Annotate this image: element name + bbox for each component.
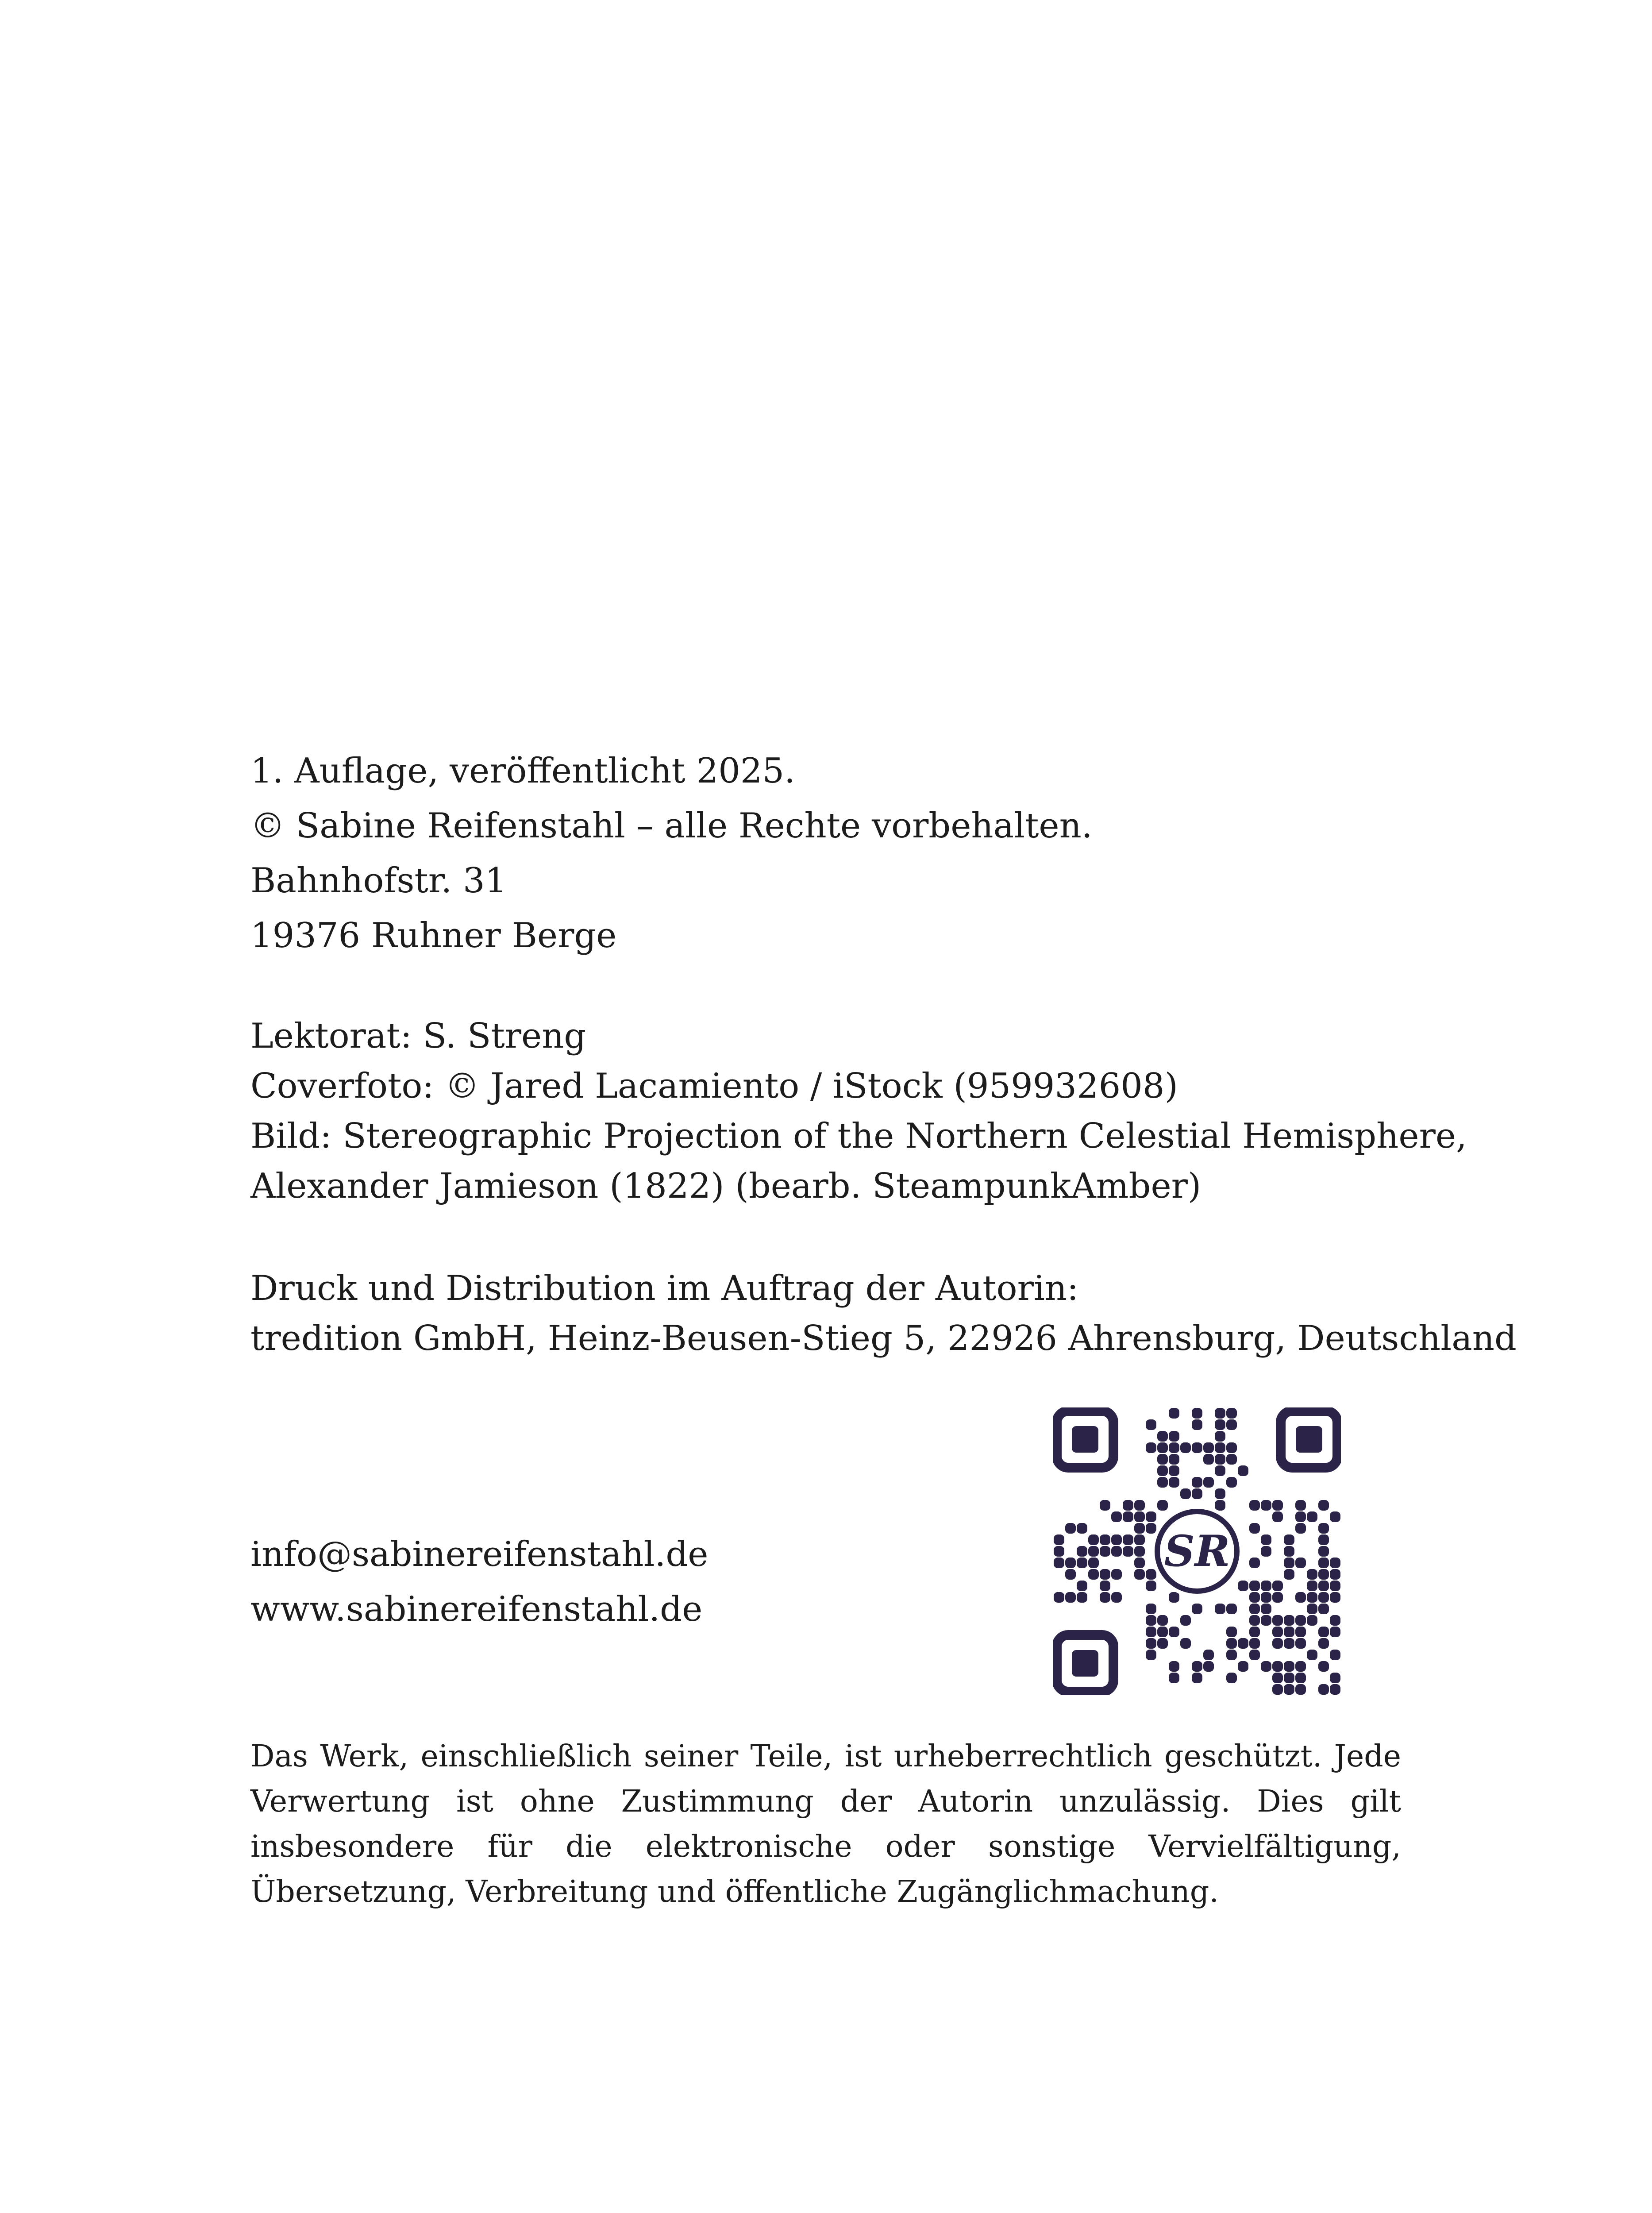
qr-module — [1088, 1546, 1099, 1557]
qr-module — [1330, 1673, 1340, 1683]
imprint-block — [250, 744, 1093, 963]
qr-module — [1284, 1534, 1294, 1545]
qr-module — [1054, 1558, 1064, 1568]
qr-module — [1157, 1638, 1168, 1649]
qr-module — [1100, 1534, 1110, 1545]
qr-module — [1157, 1431, 1168, 1442]
editing-credit: Lektorat: S. Streng — [250, 1016, 586, 1056]
qr-module — [1226, 1454, 1237, 1465]
qr-module — [1157, 1627, 1168, 1637]
qr-module — [1215, 1408, 1225, 1419]
qr-module — [1238, 1661, 1248, 1672]
contact-block — [250, 1527, 708, 1637]
qr-module — [1077, 1581, 1087, 1591]
qr-module — [1134, 1534, 1145, 1545]
qr-module — [1111, 1534, 1122, 1545]
qr-module — [1146, 1615, 1156, 1626]
qr-module — [1192, 1419, 1202, 1430]
qr-module — [1272, 1592, 1283, 1603]
qr-module — [1226, 1673, 1237, 1683]
qr-module — [1307, 1604, 1317, 1614]
qr-module — [1065, 1592, 1076, 1603]
qr-module — [1111, 1546, 1122, 1557]
qr-module — [1169, 1431, 1179, 1442]
qr-module — [1192, 1661, 1202, 1672]
qr-module — [1295, 1523, 1306, 1534]
qr-module — [1261, 1604, 1271, 1614]
qr-module — [1134, 1523, 1145, 1534]
printing-block — [250, 1264, 1517, 1364]
qr-module — [1157, 1477, 1168, 1488]
qr-module — [1226, 1408, 1237, 1419]
qr-module — [1203, 1650, 1214, 1660]
qr-module — [1284, 1627, 1294, 1637]
qr-module — [1318, 1638, 1329, 1649]
qr-module — [1146, 1627, 1156, 1637]
qr-module — [1111, 1511, 1122, 1522]
qr-module — [1134, 1569, 1145, 1580]
qr-module — [1249, 1650, 1260, 1660]
qr-module — [1272, 1638, 1283, 1649]
qr-module — [1146, 1442, 1156, 1453]
qr-module — [1215, 1604, 1225, 1614]
qr-module — [1272, 1500, 1283, 1511]
qr-module — [1146, 1638, 1156, 1649]
qr-module — [1249, 1604, 1260, 1614]
qr-module — [1330, 1650, 1340, 1660]
qr-module — [1307, 1592, 1317, 1603]
qr-module — [1146, 1523, 1156, 1534]
qr-module — [1215, 1500, 1225, 1511]
qr-module — [1261, 1546, 1271, 1557]
qr-module — [1203, 1661, 1214, 1672]
image-credit-line-1: Bild: Stereographic Projection of the Northern Celestial Hemisphere, — [250, 1116, 1467, 1156]
qr-module — [1054, 1592, 1064, 1603]
qr-module — [1203, 1477, 1214, 1488]
qr-module — [1261, 1615, 1271, 1626]
qr-module — [1157, 1500, 1168, 1511]
qr-module — [1318, 1684, 1329, 1695]
qr-module — [1100, 1569, 1110, 1580]
qr-module — [1295, 1684, 1306, 1695]
qr-module — [1100, 1500, 1110, 1511]
qr-module — [1330, 1592, 1340, 1603]
qr-module — [1330, 1627, 1340, 1637]
qr-module — [1318, 1581, 1329, 1591]
qr-module — [1169, 1627, 1179, 1637]
qr-module — [1146, 1511, 1156, 1522]
qr-module — [1249, 1500, 1260, 1511]
qr-module — [1146, 1419, 1156, 1430]
qr-logo — [1151, 1505, 1243, 1597]
qr-module — [1054, 1546, 1064, 1557]
qr-module — [1169, 1465, 1179, 1476]
qr-module — [1157, 1442, 1168, 1453]
printing-line-1: Druck und Distribution im Auftrag der Autorin: — [250, 1268, 1079, 1308]
qr-module — [1192, 1442, 1202, 1453]
qr-module — [1307, 1569, 1317, 1580]
qr-module — [1318, 1500, 1329, 1511]
qr-module — [1169, 1661, 1179, 1672]
qr-module — [1146, 1604, 1156, 1614]
qr-module — [1226, 1477, 1237, 1488]
qr-module — [1272, 1673, 1283, 1683]
qr-module — [1295, 1627, 1306, 1637]
qr-module — [1215, 1442, 1225, 1453]
qr-module — [1318, 1592, 1329, 1603]
qr-module — [1330, 1511, 1340, 1522]
qr-module — [1318, 1627, 1329, 1637]
qr-finder-top-right — [1281, 1411, 1337, 1468]
qr-module — [1157, 1454, 1168, 1465]
qr-module — [1169, 1442, 1179, 1453]
qr-module — [1249, 1627, 1260, 1637]
qr-module — [1272, 1684, 1283, 1695]
qr-module — [1100, 1592, 1110, 1603]
qr-module — [1065, 1569, 1076, 1580]
qr-module — [1249, 1615, 1260, 1626]
qr-module — [1157, 1615, 1168, 1626]
qr-module — [1077, 1558, 1087, 1568]
qr-module — [1249, 1592, 1260, 1603]
qr-module — [1111, 1592, 1122, 1603]
qr-module — [1180, 1638, 1191, 1649]
qr-module — [1226, 1419, 1237, 1430]
qr-module — [1249, 1523, 1260, 1534]
qr-module — [1215, 1419, 1225, 1430]
qr-module — [1318, 1569, 1329, 1580]
qr-module — [1330, 1615, 1340, 1626]
qr-module — [1295, 1615, 1306, 1626]
qr-module — [1100, 1546, 1110, 1557]
qr-module — [1123, 1546, 1133, 1557]
qr-module — [1077, 1523, 1087, 1534]
qr-module — [1272, 1615, 1283, 1626]
qr-module — [1318, 1546, 1329, 1557]
qr-module — [1261, 1534, 1271, 1545]
qr-module — [1077, 1546, 1087, 1557]
qr-module — [1215, 1431, 1225, 1442]
qr-module — [1295, 1592, 1306, 1603]
qr-module — [1123, 1500, 1133, 1511]
qr-module — [1284, 1615, 1294, 1626]
qr-module — [1295, 1558, 1306, 1568]
qr-module — [1249, 1638, 1260, 1649]
printing-line-2: tredition GmbH, Heinz-Beusen-Stieg 5, 22926 Ahrensburg, Deutschland — [250, 1319, 1517, 1358]
qr-module — [1123, 1511, 1133, 1522]
qr-module — [1065, 1558, 1076, 1568]
qr-logo-monogram: SR — [1164, 1526, 1230, 1576]
qr-module — [1169, 1408, 1179, 1419]
qr-module — [1261, 1661, 1271, 1672]
qr-module — [1238, 1465, 1248, 1476]
qr-module — [1088, 1569, 1099, 1580]
qr-module — [1226, 1638, 1237, 1649]
qr-module — [1261, 1500, 1271, 1511]
qr-module — [1318, 1558, 1329, 1568]
qr-module — [1295, 1500, 1306, 1511]
qr-module — [1192, 1673, 1202, 1683]
qr-module — [1295, 1638, 1306, 1649]
qr-module — [1284, 1684, 1294, 1695]
qr-module — [1100, 1581, 1110, 1591]
qr-module — [1226, 1650, 1237, 1660]
qr-module — [1249, 1558, 1260, 1568]
qr-module — [1203, 1442, 1214, 1453]
qr-module — [1318, 1661, 1329, 1672]
qr-module — [1134, 1558, 1145, 1568]
qr-module — [1065, 1523, 1076, 1534]
qr-code — [1053, 1407, 1341, 1695]
street-line: Bahnhofstr. 31 — [250, 861, 507, 901]
qr-module — [1192, 1488, 1202, 1499]
qr-module — [1272, 1511, 1283, 1522]
qr-module — [1284, 1661, 1294, 1672]
qr-module — [1249, 1581, 1260, 1591]
qr-module — [1307, 1511, 1317, 1522]
qr-module — [1054, 1534, 1064, 1545]
email-link[interactable]: info@sabinereifenstahl.de — [250, 1534, 709, 1574]
qr-module — [1295, 1661, 1306, 1672]
qr-module — [1295, 1673, 1306, 1683]
qr-module — [1238, 1638, 1248, 1649]
qr-module — [1226, 1627, 1237, 1637]
qr-module — [1203, 1454, 1214, 1465]
qr-module — [1330, 1569, 1340, 1580]
qr-module — [1238, 1581, 1248, 1591]
qr-module — [1318, 1534, 1329, 1545]
qr-module — [1226, 1604, 1237, 1614]
qr-module — [1295, 1511, 1306, 1522]
qr-module — [1330, 1581, 1340, 1591]
qr-module — [1169, 1673, 1179, 1683]
qr-module — [1215, 1465, 1225, 1476]
qr-finder-bottom-left — [1057, 1635, 1113, 1692]
qr-module — [1272, 1627, 1283, 1637]
qr-module — [1226, 1442, 1237, 1453]
qr-module — [1318, 1604, 1329, 1614]
qr-module — [1146, 1650, 1156, 1660]
qr-module — [1169, 1477, 1179, 1488]
qr-module — [1330, 1684, 1340, 1695]
qr-module — [1192, 1408, 1202, 1419]
qr-module — [1215, 1454, 1225, 1465]
edition-line: 1. Auflage, veröffentlicht 2025. — [250, 751, 795, 791]
qr-module — [1307, 1650, 1317, 1660]
qr-module — [1180, 1442, 1191, 1453]
qr-module — [1272, 1661, 1283, 1672]
copyright-line: © Sabine Reifenstahl – alle Rechte vorbehalten. — [250, 806, 1093, 846]
qr-module — [1192, 1477, 1202, 1488]
qr-module — [1215, 1488, 1225, 1499]
website-link[interactable]: www.sabinereifenstahl.de — [250, 1589, 703, 1629]
qr-module — [1134, 1500, 1145, 1511]
qr-module — [1284, 1546, 1294, 1557]
qr-module — [1272, 1581, 1283, 1591]
legal-notice: Das Werk, einschließlich seiner Teile, ist urheberrechtlich geschützt. Jede Verwertung ist ohne Zustimmung der Autorin unzulässig. Dies gilt insbesondere für die elektronische oder sonstige Vervielfältigung, Übersetzung, Verbreitung und öffentliche Zugänglichmachung. — [250, 1739, 1401, 1909]
city-line: 19376 Ruhner Berge — [250, 916, 617, 956]
qr-module — [1169, 1592, 1179, 1603]
qr-module — [1146, 1581, 1156, 1591]
qr-module — [1261, 1581, 1271, 1591]
qr-module — [1169, 1454, 1179, 1465]
qr-module — [1192, 1604, 1202, 1614]
qr-module — [1123, 1534, 1133, 1545]
credits-block — [250, 1011, 1467, 1211]
qr-module — [1088, 1558, 1099, 1568]
qr-finder-top-left — [1057, 1411, 1113, 1468]
qr-module — [1180, 1615, 1191, 1626]
qr-module — [1077, 1592, 1087, 1603]
cover-credit: Coverfoto: © Jared Lacamiento / iStock (959932608) — [250, 1066, 1178, 1106]
qr-module — [1261, 1592, 1271, 1603]
image-credit-line-2: Alexander Jamieson (1822) (bearb. SteampunkAmber) — [250, 1166, 1201, 1206]
qr-module — [1088, 1534, 1099, 1545]
qr-module — [1111, 1569, 1122, 1580]
qr-module — [1284, 1638, 1294, 1649]
qr-module — [1134, 1511, 1145, 1522]
qr-module — [1307, 1581, 1317, 1591]
qr-module — [1284, 1569, 1294, 1580]
qr-module — [1284, 1558, 1294, 1568]
qr-module — [1307, 1615, 1317, 1626]
qr-module — [1330, 1558, 1340, 1568]
qr-module — [1318, 1523, 1329, 1534]
qr-module — [1157, 1465, 1168, 1476]
qr-module — [1146, 1569, 1156, 1580]
qr-module — [1180, 1488, 1191, 1499]
qr-module — [1134, 1546, 1145, 1557]
qr-module — [1284, 1673, 1294, 1683]
